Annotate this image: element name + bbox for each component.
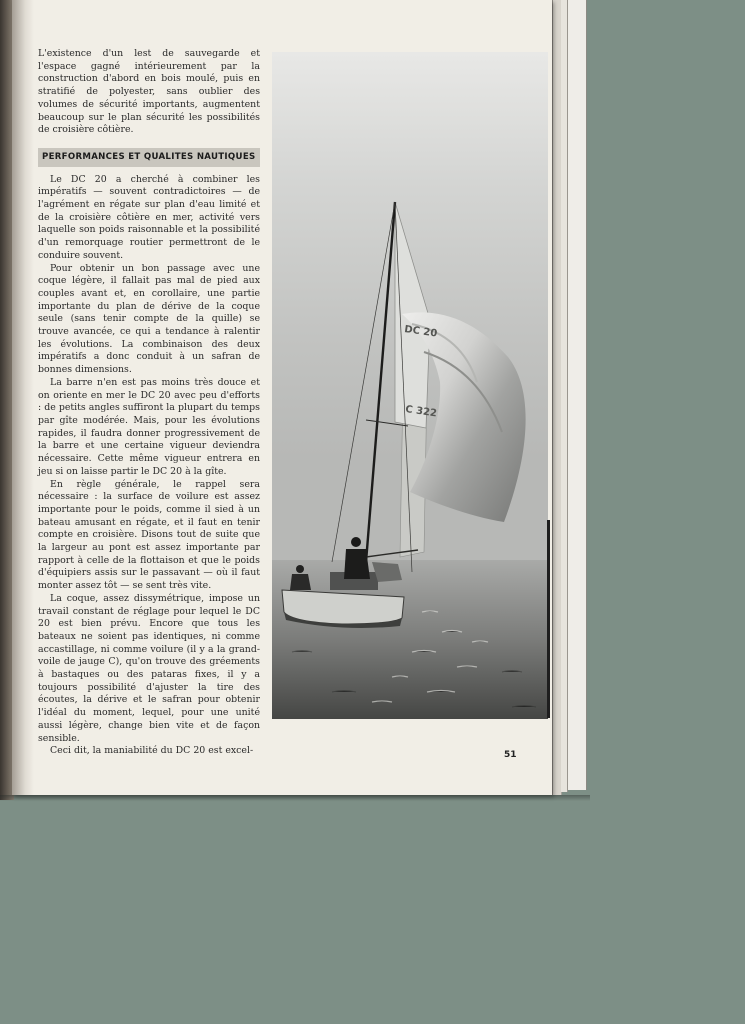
- intro-paragraph: L'existence d'un lest de sauvegarde et l'espace gagné intérieurement par la construction d'abord en bois moulé, puis en stratifié de polyester, sans oublier des volumes de sécurité importants, augmentent beaucoup sur le plan sécurité les possibilités de croisière côtière.: [38, 48, 260, 136]
- page-bottom-shadow: [0, 795, 590, 801]
- paragraph: La coque, assez dissymétrique, impose un travail constant de réglage pour lequel le DC 20 est bien prévu. Encore que tous les bateaux ne soient pas identiques, ni comme accastillage, ni comme voilure (il y a la grand-voile de jauge C), qu'on trouve des gréements à bastaques ou des pataras fixes, il y a toujours possibilité d'ajuster la tire des écoutes, la dérive et le safran pour obtenir l'idéal du moment, lequel, pour une unité aussi légère, change bien vite et de façon sensible.: [38, 592, 260, 744]
- paragraph: La barre n'en est pas moins très douce et on oriente en mer le DC 20 avec peu d'efforts : de petits angles suffiront la plupart du temps par gîte modérée. Mais, pour les évolutions rapides, il faudra donner progressivement de la barre et une certaine vigueur deviendra nécessaire. Cette même vigueur entrera en jeu si on laisse partir le DC 20 à la gîte.: [38, 376, 260, 477]
- paragraph: Ceci dit, la maniabilité du DC 20 est excel-: [50, 745, 254, 757]
- section-heading: PERFORMANCES ET QUALITES NAUTIQUES: [38, 148, 260, 167]
- page-edge: [561, 0, 568, 792]
- page-edge-mark: [547, 520, 550, 718]
- sail-letters: DC 20: [403, 324, 438, 340]
- paragraph: Le DC 20 a cherché à combiner les impératifs — souvent contradictoires — de l'agrément en régate sur plan d'eau limité et de la croisière côtière en mer, activité vers laquelle son poids raisonnable et la possibilité d'un remorquage routier permettront de le conduire souvent.: [38, 173, 260, 261]
- sail-number: C 322: [404, 404, 438, 420]
- sailboat-photo: [272, 52, 548, 719]
- page-gutter-shadow: [12, 0, 34, 795]
- page-edge: [568, 0, 587, 790]
- page-number: 51: [504, 750, 517, 760]
- paragraph: Pour obtenir un bon passage avec une coque légère, il fallait pas mal de pied aux couples avant et, en corollaire, une partie importante du plan de dérive de la coque seule (sans tenir compte de la quille) se trouve avancée, ce qui a tendance à ralentir les évolutions. La combinaison des deux impératifs a donc conduit à un safran de bonnes dimensions.: [38, 262, 260, 376]
- article-text-column: [38, 48, 260, 758]
- paragraph: En règle générale, le rappel sera nécessaire : la surface de voilure est assez importante pour le poids, comme il sied à un bateau amusant en régate, et il faut en tenir compte en croisière. Disons tout de suite que la largeur au pont est assez importante par rapport à celle de la flottaison et que le poids d'équipiers assis sur le passavant — où il faut monter assez tôt — se sent très vite.: [38, 478, 260, 592]
